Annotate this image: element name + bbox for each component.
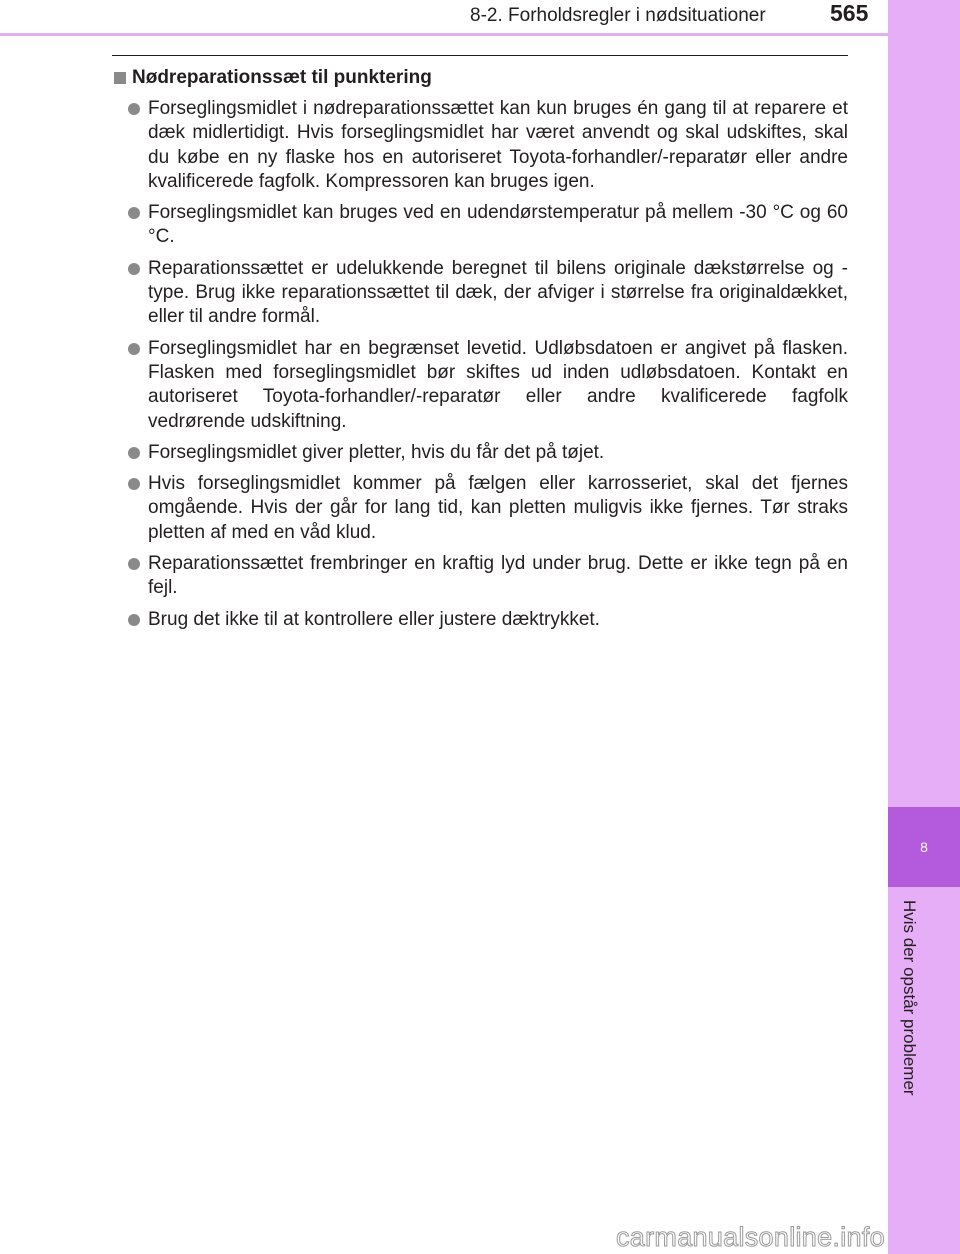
- list-item-text: Forseglingsmidlet kan bruges ved en udendørstemperatur på mellem -30 °C og 60 °C.: [148, 202, 848, 248]
- square-icon: [114, 72, 126, 84]
- header-rule: [0, 33, 888, 36]
- list-item: [112, 337, 848, 434]
- dot-icon: [128, 207, 140, 219]
- section-heading: [112, 65, 848, 91]
- dot-icon: [128, 103, 140, 115]
- list-item: [112, 201, 848, 250]
- dot-icon: [128, 263, 140, 275]
- list-item: [112, 608, 848, 632]
- list-item-text: Forseglingsmidlet giver pletter, hvis du får det på tøjet.: [148, 441, 605, 463]
- list-item: [112, 472, 848, 545]
- section: [112, 65, 848, 639]
- dot-icon: [128, 614, 140, 626]
- list-item: [112, 552, 848, 601]
- section-heading-text: Nødreparationssæt til punktering: [132, 67, 432, 88]
- chapter-title: Hvis der opstår problemer: [900, 900, 919, 1096]
- list-item-text: Hvis forseglingsmidlet kommer på fælgen eller karrosseriet, skal det fjernes omgående. Hvis der går for lang tid, kan pletten muligvis ikke fjernes. Tør straks pletten af med en våd klud.: [148, 473, 848, 543]
- list-item-text: Reparationssættet er udelukkende beregnet til bilens originale dækstørrelse og -type. Brug ikke reparationssættet til dæk, der afviger i størrelse fra originaldækket, eller til andre formål.: [148, 257, 848, 328]
- dot-icon: [128, 343, 140, 355]
- list-item: [112, 97, 848, 194]
- watermark-link[interactable]: carmanualsonline.info: [616, 1222, 885, 1252]
- content-top-rule: [112, 55, 848, 56]
- page-number: 565: [830, 0, 869, 26]
- dot-icon: [128, 558, 140, 570]
- chapter-number-box: 8: [888, 807, 960, 887]
- list-item: [112, 257, 848, 330]
- list-item-text: Brug det ikke til at kontrollere eller justere dæktrykket.: [148, 608, 600, 630]
- list-item-text: Forseglingsmidlet har en begrænset levetid. Udløbsdatoen er angivet på flasken. Flasken med forseglingsmidlet bør skiftes ud inden udløbsdatoen. Kontakt en autoriseret Toyota-forhandler/-reparatør eller andre kvalificerede fagfolk vedrørende udskiftning.: [148, 337, 848, 432]
- list-item-text: Reparationssættet frembringer en kraftig lyd under brug. Dette er ikke tegn på en fejl.: [148, 553, 848, 599]
- bullet-list: [112, 97, 848, 632]
- dot-icon: [128, 447, 140, 459]
- list-item: [112, 441, 848, 465]
- dot-icon: [128, 478, 140, 490]
- header-section-title: 8-2. Forholdsregler i nødsituationer: [470, 5, 766, 26]
- list-item-text: Forseglingsmidlet i nødreparationssættet kan kun bruges én gang til at reparere et dæk midlertidigt. Hvis forseglingsmidlet har været anvendt og skal udskiftes, skal du købe en ny flaske hos en autoriseret Toyota-forhandler/-reparatør eller andre kvalificerede fagfolk. Kompressoren kan bruges igen.: [148, 98, 848, 192]
